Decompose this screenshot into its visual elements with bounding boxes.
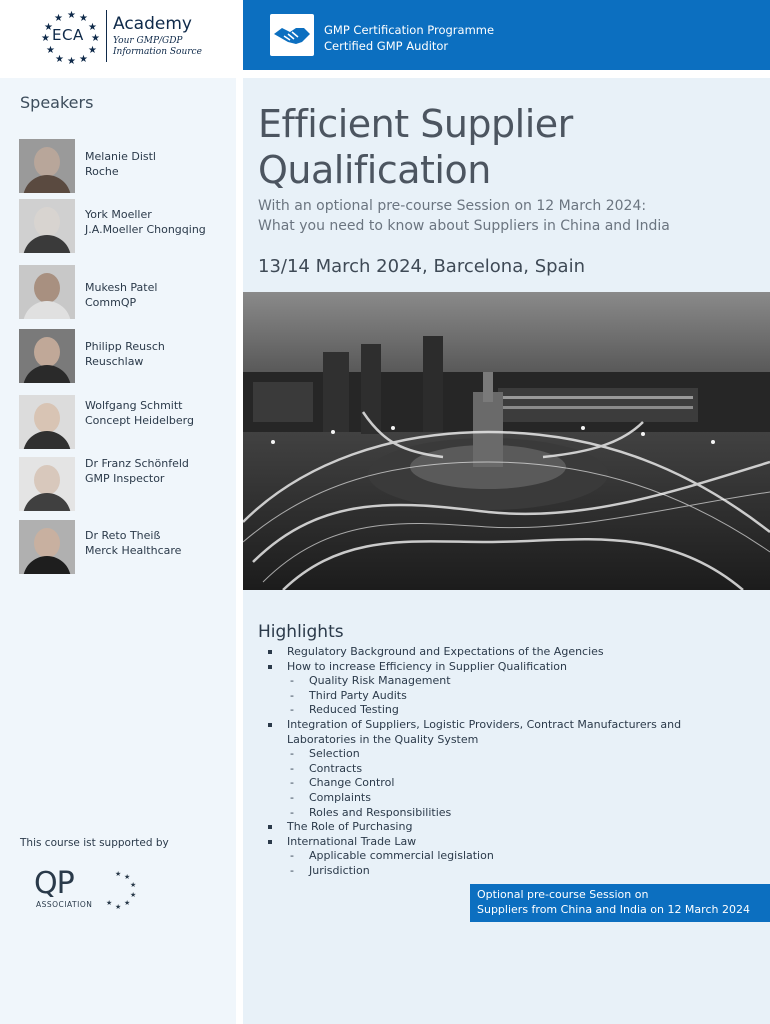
svg-text:★: ★ (106, 899, 113, 907)
speaker-photo (19, 139, 75, 193)
list-item-continuation: Laboratories in the Quality System (287, 732, 479, 746)
tagline-line-2: Information Source (113, 47, 202, 57)
list-subitem: - Contracts (266, 762, 756, 777)
speakers-heading: Speakers (20, 93, 94, 112)
speaker-name: Melanie Distl (85, 150, 156, 163)
speaker-photo (19, 265, 75, 319)
speaker-photo (19, 457, 75, 511)
list-subitem: - Third Party Audits (266, 689, 756, 704)
title-line-2: Qualification (258, 148, 491, 192)
speaker-photo (19, 199, 75, 253)
list-item: Integration of Suppliers, Logistic Providers, Contract Manufacturers and (266, 718, 756, 733)
svg-text:★: ★ (124, 873, 131, 881)
svg-text:★: ★ (91, 33, 100, 44)
speaker-org: CommQP (85, 296, 137, 309)
highlights-list (266, 645, 756, 879)
list-item: How to increase Efficiency in Supplier Qualification (266, 660, 756, 675)
svg-text:★: ★ (67, 10, 76, 21)
list-subitem: - Roles and Responsibilities (266, 806, 756, 821)
speaker-name: York Moeller (85, 208, 152, 221)
list-subitem: - Change Control (266, 776, 756, 791)
logo-academy: Academy (113, 14, 192, 34)
subtitle-line-2: What you need to know about Suppliers in China and India (258, 218, 670, 234)
logo-tagline (113, 36, 202, 58)
svg-text:★: ★ (55, 54, 64, 64)
speaker-org: J.A.Moeller Chongqing (85, 223, 206, 236)
svg-text:★: ★ (79, 13, 88, 24)
qp-association-logo (34, 866, 138, 912)
svg-text:★: ★ (41, 33, 50, 44)
page-title (258, 101, 573, 193)
highlights-heading: Highlights (258, 622, 344, 642)
list-item: Regulatory Background and Expectations of the Agencies (266, 645, 756, 660)
eca-academy-logo (0, 0, 236, 72)
support-text: This course ist supported by (20, 837, 169, 849)
speaker-name: Dr Franz Schönfeld (85, 457, 189, 470)
optional-line-1: Optional pre-course Session on (477, 888, 649, 901)
handshake-icon (270, 14, 314, 56)
list-item: International Trade Law (266, 835, 756, 850)
svg-text:★: ★ (54, 13, 63, 24)
barcelona-photo (243, 292, 770, 590)
svg-text:★: ★ (44, 22, 53, 33)
star-circle-icon (98, 870, 138, 910)
list-subitem: - Complaints (266, 791, 756, 806)
event-date: 13/14 March 2024, Barcelona, Spain (258, 256, 585, 277)
speaker-name: Mukesh Patel (85, 281, 158, 294)
svg-text:★: ★ (130, 881, 137, 889)
subtitle (258, 196, 758, 236)
list-subitem: - Quality Risk Management (266, 674, 756, 689)
programme-band (243, 0, 770, 70)
qp-logo-text: QP (34, 866, 74, 901)
svg-text:★: ★ (88, 45, 97, 56)
speaker-name: Wolfgang Schmitt (85, 399, 183, 412)
speaker-photo (19, 395, 75, 449)
programme-subtitle: Certified GMP Auditor (324, 39, 449, 53)
speaker-org: Concept Heidelberg (85, 414, 194, 427)
list-subitem: - Jurisdiction (266, 864, 756, 879)
svg-text:★: ★ (115, 870, 122, 878)
programme-title: GMP Certification Programme (324, 23, 495, 37)
list-subitem: - Applicable commercial legislation (266, 849, 756, 864)
speaker-name: Dr Reto Theiß (85, 529, 161, 542)
speaker-org: Merck Healthcare (85, 544, 182, 557)
list-subitem: - Reduced Testing (266, 703, 756, 718)
list-subitem: - Selection (266, 747, 756, 762)
eca-mark: ECA (52, 26, 84, 44)
svg-text:★: ★ (67, 56, 76, 64)
svg-text:★: ★ (88, 22, 97, 33)
speaker-org: GMP Inspector (85, 472, 165, 485)
svg-text:★: ★ (115, 903, 122, 910)
svg-text:★: ★ (130, 891, 137, 899)
speaker-name: Philipp Reusch (85, 340, 165, 353)
svg-text:★: ★ (124, 899, 131, 907)
list-item: The Role of Purchasing (266, 820, 756, 835)
speaker-photo (19, 520, 75, 574)
qp-logo-sub: ASSOCIATION (36, 900, 93, 909)
speaker-org: Reuschlaw (85, 355, 144, 368)
tagline-line-1: Your GMP/GDP (113, 36, 183, 46)
speaker-org: Roche (85, 165, 119, 178)
optional-session-box (470, 884, 770, 922)
title-line-1: Efficient Supplier (258, 102, 573, 146)
optional-line-2: Suppliers from China and India on 12 March 2024 (477, 903, 750, 916)
svg-text:★: ★ (46, 45, 55, 56)
subtitle-line-1: With an optional pre-course Session on 12 March 2024: (258, 198, 647, 214)
svg-text:★: ★ (79, 54, 88, 64)
speaker-photo (19, 329, 75, 383)
logo-divider (106, 10, 107, 62)
